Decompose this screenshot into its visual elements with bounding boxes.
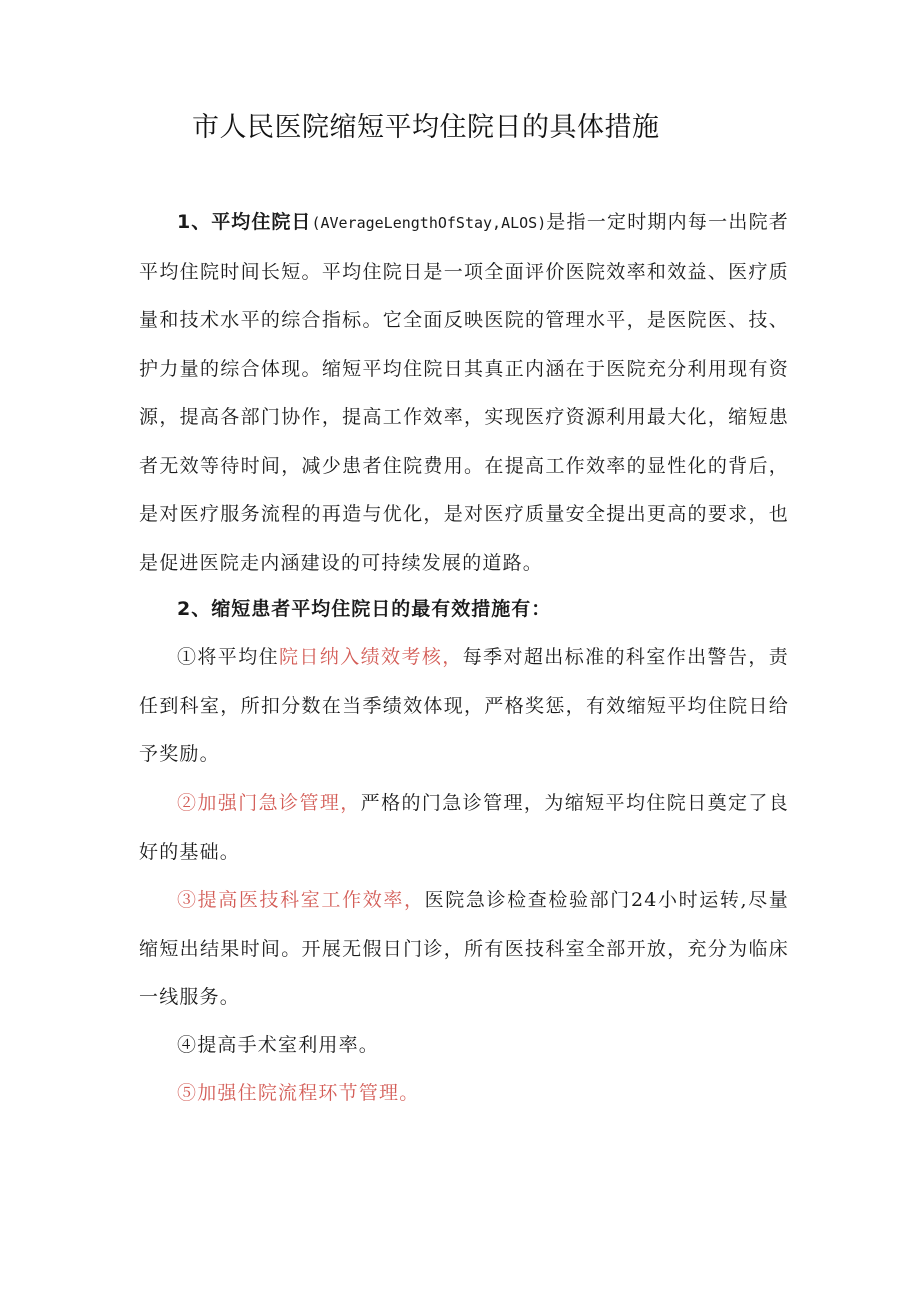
paragraph-alos-definition <box>139 198 789 587</box>
measure-1-prefix: ①将平均住 <box>177 646 280 668</box>
measure-5-prefix: ⑤加强住 <box>177 1082 258 1104</box>
measure-3-highlight: ③提高医技科室工作效率， <box>177 889 425 911</box>
measure-3 <box>139 876 789 1022</box>
measure-5 <box>139 1069 789 1118</box>
alos-term: (AVerageLengthOfStay,ALOS) <box>311 214 547 232</box>
measure-1 <box>139 633 789 779</box>
measure-1-text: 每季对超出标准的科室作出警告，责任到科室，所扣分数在当季绩效体现，严格奖惩，有效缩短平均住院日给予奖励。 <box>139 646 789 765</box>
measure-2 <box>139 779 789 876</box>
measure-4: ④提高手术室利用率。 <box>177 1034 380 1056</box>
measure-2-highlight: ②加强门急诊管理， <box>177 792 361 814</box>
measure-3-text: 医院急诊检查检验部门24小时运转,尽量缩短出结果时间。开展无假日门诊，所有医技科室全部开放，充分为临床一线服务。 <box>139 889 789 1008</box>
measure-2-text: 严格的门急诊管理，为缩短平均住院日奠定了良好的基础。 <box>139 792 790 863</box>
measure-1-highlight: 院日纳入绩效考核， <box>279 646 463 668</box>
section-heading-2: 2、缩短患者平均住院日的最有效措施有： <box>177 598 552 620</box>
measure-5-highlight: 院流程环节管理。 <box>257 1082 420 1104</box>
paragraph-body: 是指一定时期内每一出院者平均住院时间长短。平均住院日是一项全面评价医院效率和效益、医疗质量和技术水平的综合指标。它全面反映医院的管理水平，是医院医、技、护力量的综合体现。缩短平均住院日其真正内涵在于医院充分利用现有资源，提高各部门协作，提高工作效率，实现医疗资源利用最大化，缩短患者无效等待时间，减少患者住院费用。在提高工作效率的显性化的背后，是对医疗服务流程的再造与优化，是对医疗质量安全提出更高的要求，也是促进医院走内涵建设的可持续发展的道路。 <box>139 211 789 574</box>
section-heading-1: 1、平均住院日 <box>177 211 312 233</box>
document-title: 市人民医院缩短平均住院日的具体措施 <box>192 112 660 143</box>
